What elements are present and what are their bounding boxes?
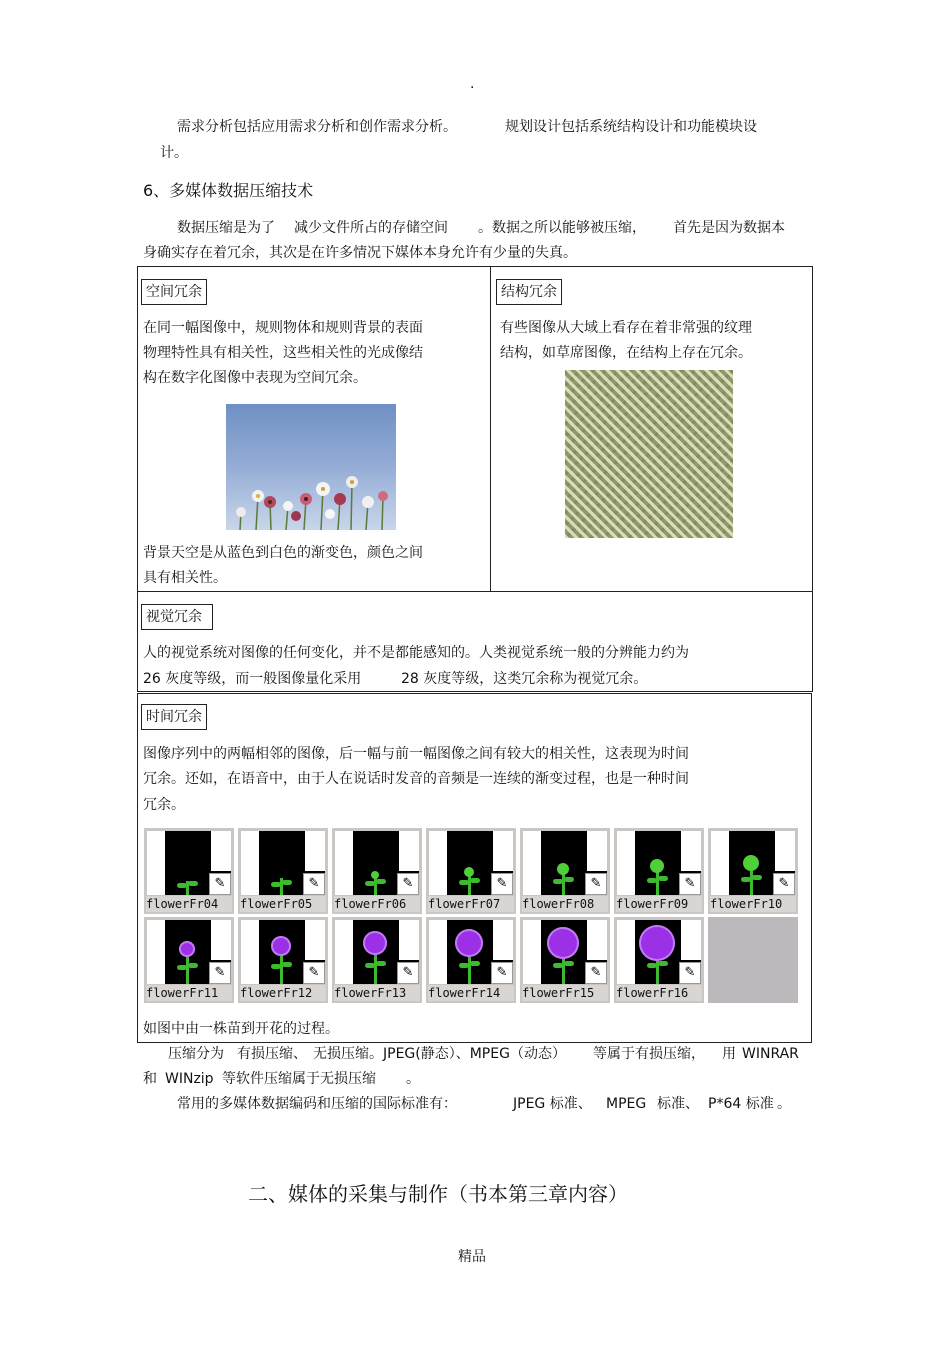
frame-panel [617,831,635,895]
plant-leaf [741,877,751,882]
comp-3b: JPEG 标准、 [513,1096,592,1112]
pencil-icon: ✎ [773,873,795,895]
plant-leaf [658,961,668,966]
temporal-text-1: 图像序列中的两幅相邻的图像，后一幅与前一幅图像之间有较大的相关性，这表现为时间 [143,746,689,762]
flower-frame [332,917,422,1003]
flower-bloom [179,941,195,957]
comp-2a: 和 [143,1071,157,1087]
pencil-icon: ✎ [303,873,325,895]
spatial-caption-1: 背景天空是从蓝色到白色的渐变色，颜色之间 [143,545,423,561]
empty-frame-slot [708,917,798,1003]
pencil-icon: ✎ [397,962,419,984]
structural-tag: 结构冗余 [496,279,562,305]
frame-panel [711,831,729,895]
comp-3d: 标准、 [657,1096,699,1112]
intro-line-2: 计。 [160,145,188,161]
plant-leaf [553,879,563,884]
spatial-text-1: 在同一幅图像中，规则物体和规则背景的表面 [143,320,423,336]
intro-line-1b: 规划设计包括系统结构设计和功能模块设 [505,119,757,135]
comp-1a: 压缩分为 [168,1046,224,1062]
plant-leaf [564,877,574,882]
para-1c: 。数据之所以能够被压缩， [478,220,646,236]
plant-leaf [188,881,198,886]
frame-panel [211,831,231,871]
spatial-caption-2: 具有相关性。 [143,570,227,586]
pencil-icon: ✎ [397,873,419,895]
plant-leaf [282,880,292,885]
frame-label: flowerFr10 [710,896,796,912]
comp-1e: 用 [722,1046,736,1062]
structural-text-1: 有些图像从大域上看存在着非常强的纹理 [500,320,752,336]
pencil-icon: ✎ [585,962,607,984]
para-1d: 首先是因为数据本 [673,220,785,236]
plant-leaf [177,883,187,888]
frame-panel [523,920,541,984]
comp-2d: 。 [406,1071,420,1087]
frame-label: flowerFr15 [522,985,608,1001]
plant-leaf [658,876,668,881]
frame-label: flowerFr06 [334,896,420,912]
plant-leaf [282,962,292,967]
plant-leaf [459,963,469,968]
flower-bud [743,855,759,871]
plant-leaf [271,964,281,969]
structural-text-2: 结构，如草席图像，在结构上存在冗余。 [500,345,752,361]
para-1a: 数据压缩是为了 [177,220,275,236]
chapter-2-title: 二、媒体的采集与制作（书本第三章内容） [248,1182,628,1206]
frame-label: flowerFr11 [146,985,232,1001]
frame-panel [523,831,541,895]
footer-text: 精品 [458,1249,486,1265]
sky-flowers-image [226,404,396,530]
frame-panel [493,920,513,960]
plant-leaf [553,963,563,968]
temporal-text-3: 冗余。 [143,797,185,813]
frame-panel [147,920,165,984]
frame-panel [241,920,259,984]
flower-frame [520,828,610,914]
pencil-icon: ✎ [585,873,607,895]
frame-panel [587,920,607,960]
plant-leaf [271,882,281,887]
frame-panel [429,920,447,984]
frame-panel [241,831,259,895]
plant-leaf [459,880,469,885]
plant-leaf [752,875,762,880]
flower-bloom [363,931,387,955]
frame-panel [493,831,513,871]
frame-panel [399,831,419,871]
comp-3a: 常用的多媒体数据编码和压缩的国际标准有： [177,1096,457,1112]
flower-frame [238,917,328,1003]
flower-frame [332,828,422,914]
frame-panel [335,831,353,895]
flower-bloom [455,929,483,957]
flower-frame [426,917,516,1003]
flower-frames-grid [144,828,804,1008]
frame-label: flowerFr12 [240,985,326,1001]
flower-bloom [547,927,579,959]
pencil-icon: ✎ [303,962,325,984]
plant-leaf [470,878,480,883]
pencil-icon: ✎ [679,873,701,895]
frame-label: flowerFr09 [616,896,702,912]
spatial-tag: 空间冗余 [141,279,207,305]
pencil-icon: ✎ [209,873,231,895]
frame-panel [305,920,325,960]
flower-frame [144,917,234,1003]
plant-leaf [470,961,480,966]
frame-label: flowerFr14 [428,985,514,1001]
flower-bloom [639,925,675,961]
comp-3e: P*64 标准 [708,1096,774,1112]
comp-1f: WINRAR [742,1046,799,1062]
plant-leaf [188,963,198,968]
comp-1b: 有损压缩、 [237,1046,307,1062]
spatial-text-2: 物理特性具有相关性，这些相关性的光成像结 [143,345,423,361]
frame-label: flowerFr16 [616,985,702,1001]
comp-2c: 等软件压缩属于无损压缩 [222,1071,376,1087]
spatial-text-3: 构在数字化图像中表现为空间冗余。 [143,370,367,386]
page-dot: . [470,76,475,92]
pencil-icon: ✎ [491,962,513,984]
flower-frame [238,828,328,914]
frame-panel [305,831,325,871]
flower-frame [144,828,234,914]
frame-panel [147,831,165,895]
frame-panel [681,831,701,871]
frame-panel [617,920,635,984]
section-heading: 6、多媒体数据压缩技术 [143,181,314,200]
flowers-graphic [226,404,396,530]
temporal-text-2: 冗余。还如，在语音中，由于人在说话时发音的音频是一连续的渐变过程，也是一种时间 [143,771,689,787]
pencil-icon: ✎ [209,962,231,984]
visual-text-2b: 28 灰度等级，这类冗余称为视觉冗余。 [401,671,648,687]
flower-frame [614,917,704,1003]
flower-bloom [271,936,291,956]
plant-leaf [376,961,386,966]
flower-frame [426,828,516,914]
comp-3f: 。 [777,1096,791,1112]
comp-3c: MPEG [606,1096,647,1112]
frame-panel [335,920,353,984]
comp-1c: 无损压缩。JPEG(静态）、MPEG（动态） [313,1046,566,1062]
visual-tag: 视觉冗余 [141,604,213,630]
plant-leaf [365,963,375,968]
intro-line-1a: 需求分析包括应用需求分析和创作需求分析。 [177,119,457,135]
flower-frame [520,917,610,1003]
frame-panel [399,920,419,960]
flower-frame [614,828,704,914]
visual-text-2a: 26 灰度等级，而一般图像量化采用 [143,671,362,687]
frame-label: flowerFr08 [522,896,608,912]
frame-panel [775,831,795,871]
plant-leaf [365,881,375,886]
para-2: 身确实存在着冗余，其次是在许多情况下媒体本身允许有少量的失真。 [143,245,577,261]
frame-label: flowerFr13 [334,985,420,1001]
pencil-icon: ✎ [491,873,513,895]
plant-leaf [647,963,657,968]
temporal-tag: 时间冗余 [141,704,207,730]
frame-label: flowerFr05 [240,896,326,912]
temporal-caption: 如图中由一株苗到开花的过程。 [143,1021,339,1037]
pencil-icon: ✎ [679,962,701,984]
plant-leaf [647,878,657,883]
flower-bud [464,867,474,877]
frame-label: flowerFr07 [428,896,514,912]
flower-bud [650,859,664,873]
frame-panel [681,920,701,960]
visual-text-1: 人的视觉系统对图像的任何变化，并不是都能感知的。人类视觉系统一般的分辨能力约为 [143,645,689,661]
plant-leaf [564,961,574,966]
flower-bud [371,871,379,879]
flower-bud [557,863,569,875]
plant-leaf [376,879,386,884]
straw-mat-image [565,370,733,538]
para-1b: 减少文件所占的存储空间 [294,220,448,236]
frame-label: flowerFr04 [146,896,232,912]
comp-2b: WINzip [165,1071,214,1087]
frame-panel [587,831,607,871]
frame-panel [211,920,231,960]
flower-frame [708,828,798,914]
comp-1d: 等属于有损压缩， [593,1046,705,1062]
frame-panel [429,831,447,895]
plant-leaf [177,965,187,970]
